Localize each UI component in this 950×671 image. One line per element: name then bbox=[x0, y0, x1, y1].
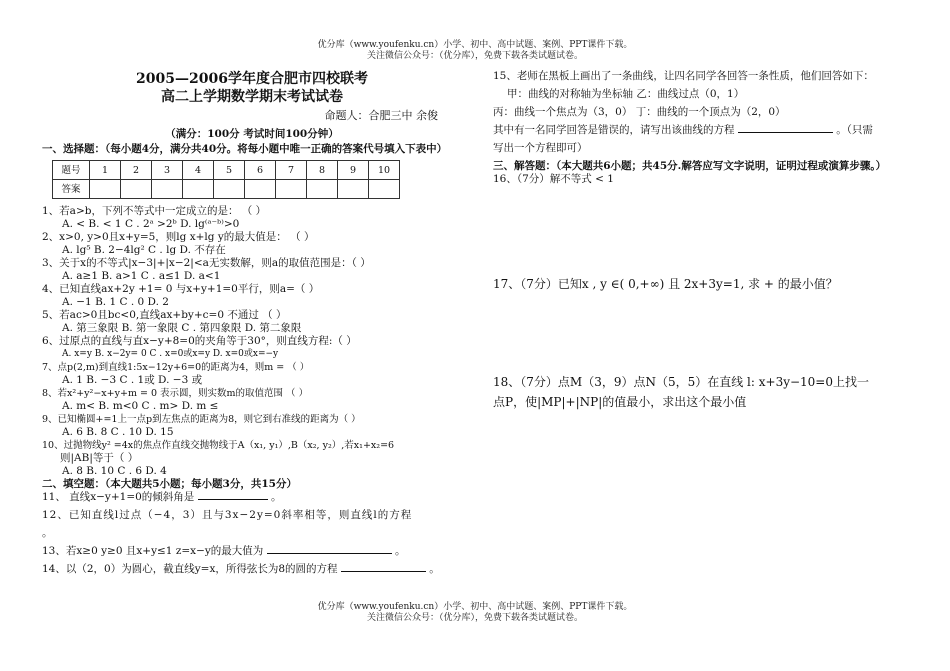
answer-blank[interactable] bbox=[341, 571, 426, 572]
left-column bbox=[42, 70, 462, 576]
period: 。 bbox=[394, 545, 406, 557]
fill-question-12: 12、已知直线l过点（−4，3）且与3x−2y=0斜率相等，则直线l的方程 bbox=[42, 509, 413, 521]
answer-cell[interactable] bbox=[369, 180, 400, 199]
header-line: 优分库（www.youfenku.cn）小学、初中、高中试题、案例、PPT课件下载。 bbox=[317, 40, 633, 50]
question-18: 18、（7分）点M（3，9）点N（5，5）在直线 l: x+3y−10=0上找一 bbox=[493, 375, 869, 389]
question-number: 5 bbox=[214, 161, 245, 180]
right-column bbox=[493, 70, 913, 412]
question-line: 6、过原点的直线与直x−y+8=0的夹角等于30°，则直线方程:（ ） bbox=[42, 335, 357, 347]
options-line: A. 6 B. 8 C . 10 D. 15 bbox=[62, 426, 174, 438]
question-line: 2、x>0, y>0且x+y=5，则lg x+lg y的最大值是： （ ） bbox=[42, 231, 315, 243]
answer-cell[interactable] bbox=[152, 180, 183, 199]
fill-question-13 bbox=[42, 545, 462, 558]
options-line: A. lg⁵ B. 2−4lg² C . lg D. 不存在 bbox=[62, 244, 226, 256]
question-text: 。（只需 bbox=[836, 124, 873, 136]
score-line: （满分：100分 考试时间100分钟） bbox=[165, 128, 339, 140]
exam-title-line1: 2005—2006学年度合肥市四校联考 bbox=[136, 71, 368, 87]
answer-blank[interactable] bbox=[267, 553, 392, 554]
answer-cell[interactable] bbox=[214, 180, 245, 199]
question-18-line: 点P，使|MP|+|NP|的值最小，求出这个最小值 bbox=[493, 395, 747, 409]
question-text: 14、以（2，0）为圆心，截直线y=x，所得弦长为8的圆的方程 bbox=[42, 563, 338, 575]
question-number: 9 bbox=[338, 161, 369, 180]
answer-cell[interactable] bbox=[121, 180, 152, 199]
question-line: 8、若x²+y²−x+y+m = 0 表示圆，则实数m的取值范围 （ ） bbox=[42, 388, 309, 399]
question-line: 1、若a>b，下列不等式中一定成立的是： （ ） bbox=[42, 205, 267, 217]
answer-cell[interactable] bbox=[276, 180, 307, 199]
question-text: 11、 直线x−y+1=0的倾斜角是 bbox=[42, 491, 195, 503]
answer-cell[interactable] bbox=[90, 180, 121, 199]
options-line: A. 1 B. −3 C . 1或 D. −3 或 bbox=[62, 374, 203, 386]
question-number: 3 bbox=[152, 161, 183, 180]
answer-table bbox=[52, 160, 400, 199]
question-15-line: 甲：曲线的对称轴为坐标轴 乙：曲线过点（0，1） bbox=[507, 88, 745, 100]
fill-question-14 bbox=[42, 563, 462, 576]
question-number: 10 bbox=[369, 161, 400, 180]
question-text: 其中有一名同学回答是错误的，请写出该曲线的方程 bbox=[493, 124, 735, 136]
section1-heading: 一、选择题：（每小题4分，满分共40分。将每小题中唯一正确的答案代号填入下表中） bbox=[42, 143, 448, 155]
question-line: 5、若ac>0且bc<0,直线ax+by+c=0 不通过 （ ） bbox=[42, 309, 287, 321]
answer-blank[interactable] bbox=[198, 499, 268, 500]
page-footer bbox=[0, 602, 950, 624]
options-line: A. a≥1 B. a>1 C . a≤1 D. a<1 bbox=[62, 270, 221, 282]
question-number: 1 bbox=[90, 161, 121, 180]
question-number: 6 bbox=[245, 161, 276, 180]
question-line-cont: 则|AB|等于（ ） bbox=[60, 452, 139, 464]
question-number: 4 bbox=[183, 161, 214, 180]
exam-title-line2: 高二上学期数学期末考试试卷 bbox=[161, 89, 343, 105]
footer-line: 关注微信公众号：（优分库），免费下载各类试题试卷。 bbox=[366, 613, 583, 623]
section3-heading: 三、解答题：（本大题共6小题；共45分.解答应写文字说明，证明过程或演算步骤。） bbox=[493, 160, 887, 172]
question-number: 2 bbox=[121, 161, 152, 180]
options-line: A. 第三象限 B. 第一象限 C . 第四象限 D. 第二象限 bbox=[62, 322, 302, 334]
question-15-line: 写出一个方程即可） bbox=[493, 142, 588, 154]
question-15-line: 丙：曲线一个焦点为（3，0） 丁：曲线的一个顶点为（2，0） bbox=[493, 106, 786, 118]
answer-blank[interactable] bbox=[738, 132, 833, 133]
question-line: 7、点p(2,m)到直线1:5x−12y+6=0的距离为4，则m = （ ） bbox=[42, 362, 310, 373]
question-17: 17、（7分）已知x , y ∈( 0,+∞) 且 2x+3y=1, 求 + 的最小值？ bbox=[493, 277, 838, 291]
answer-cell[interactable] bbox=[338, 180, 369, 199]
header-line: 关注微信公众号：（优分库），免费下载各类试题试卷。 bbox=[366, 51, 583, 61]
page-header bbox=[0, 40, 950, 62]
period: 。 bbox=[271, 491, 282, 503]
answer-cell[interactable] bbox=[183, 180, 214, 199]
section2-heading: 二、填空题：（本大题共5小题；每小题3分，共15分） bbox=[42, 478, 297, 490]
question-16: 16、（7分）解不等式 < 1 bbox=[493, 173, 614, 185]
question-line: 9、已知椭圆+=1上一点p到左焦点的距离为8，则它到右准线的距离为（ ） bbox=[42, 414, 361, 425]
question-line: 10、过抛物线y² =4x的焦点作直线交抛物线于A（x₁, y₁）,B（x₂, y₂）,若x₁+x₂=6 bbox=[42, 440, 395, 451]
fill-question-12-end: 。 bbox=[42, 527, 53, 539]
question-line: 4、已知直线ax+2y +1= 0 与x+y+1=0平行，则a=（ ） bbox=[42, 283, 320, 295]
options-line: A. −1 B. 1 C . 0 D. 2 bbox=[62, 296, 169, 308]
table-row-label: 题号 bbox=[53, 161, 90, 180]
table-row-label: 答案 bbox=[53, 180, 90, 199]
period: 。 bbox=[429, 563, 440, 575]
fill-question-11 bbox=[42, 491, 462, 504]
question-number: 7 bbox=[276, 161, 307, 180]
options-line: A. < B. < 1 C . 2ᵃ >2ᵇ D. lg⁽ᵃ⁻ᵇ⁾>0 bbox=[62, 218, 240, 230]
footer-line: 优分库（www.youfenku.cn）小学、初中、高中试题、案例、PPT课件下载。 bbox=[317, 602, 633, 612]
question-number: 8 bbox=[307, 161, 338, 180]
options-line: A. 8 B. 10 C . 6 D. 4 bbox=[62, 465, 167, 477]
question-line: 3、关于x的不等式|x−3|+|x−2|<a无实数解，则a的取值范围是：（ ） bbox=[42, 257, 371, 269]
question-15-line bbox=[493, 124, 913, 137]
author-line: 命题人：合肥三中 余俊 bbox=[324, 109, 438, 122]
question-text: 13、若x≥0 y≥0 且x+y≤1 z=x−y的最大值为 bbox=[42, 545, 264, 557]
answer-cell[interactable] bbox=[245, 180, 276, 199]
question-15: 15、老师在黑板上画出了一条曲线，让四名同学各回答一条性质，他们回答如下： bbox=[493, 70, 874, 82]
options-line: A. m< B. m<0 C . m> D. m ≤ bbox=[62, 400, 219, 412]
options-line: A. x=y B. x−2y= 0 C . x=0或x=y D. x=0或x=−y bbox=[62, 349, 279, 359]
answer-cell[interactable] bbox=[307, 180, 338, 199]
